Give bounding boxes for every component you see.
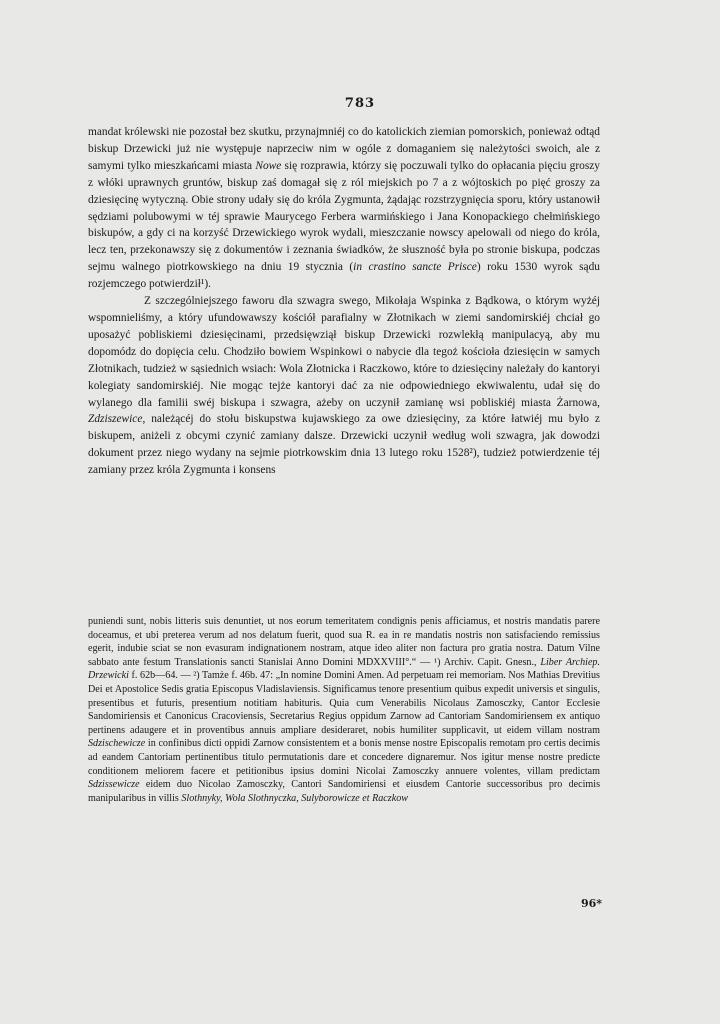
paragraph-2: Z szczególniejszego faworu dla szwagra swego, Mikołaja Wspinka z Bądkowa, o którym wyżéj wspomnieliśmy, a który ufundowawszy kościół parafialny w Złotnikach w ziemi sandomirskiéj chciał go uposażyć pobliskiemi dziesięcinami, przedsięwziął biskup Drzewicki rozwlekłą manipulacyą, aby mu dopomódz do dopięcia celu. Chodziło bowiem Wspinkowi o nabycie dla tegoż kościoła dziesięcin w samych Złotnikach, tudzież w sąsiednich wsiach: Wola Złotnicka i Raczkowo, które to dziesięciny należały do kantoryi kolegiaty sandomirskiéj. Nie mogąc tejże kantoryi dać za nie odpowiedniego ekwiwalentu, udał się do wylanego dla familii swéj biskupa i szwagra, ażeby on uczynił zamianę wsi pobliskiéj miasta Żarnowa, Zdziszewice, należącéj do stołu biskupstwa kujawskiego za owe dziesięciny, za które łatwiéj mu było z biskupem, aniżeli z obcymi czynić zamiany dalsze. Drzewicki uczynił według woli szwagra, jak dowodzi dokument przez niego wydany na sejmie piotrkowskim dnia 13 lutego roku 1528²), tudzież potwierdzenie téj zamiany przez króla Zygmunta i konsens [88, 295, 600, 477]
footnotes [88, 615, 600, 805]
main-text [88, 124, 600, 479]
page-number: 783 [344, 96, 376, 111]
printer-signature: 96* [580, 897, 602, 910]
footnote-text: puniendi sunt, nobis litteris suis denuntiet, ut nos eorum temeritatem condignis penis afficiamus, et nostris mandatis parere doceamus, et ubi preterea verum ad nos delatum fuerit, quod sua R. ea in re mandatis nostris non satisfaciendo remissius egerit, indubie sciat se non evasuram indignationem nostram, atque ideo aliter non factura pro gratia nostra. Datum Vilne sabbato ante festum Translationis sancti Stanislai Anno Domini MDXXVIII°.“ — ¹) Archiv. Capit. Gnesn., Liber Archiep. Drzewicki f. 62b—64. — ²) Tamże f. 46b. 47: „In nomine Domini Amen. Ad perpetuam rei memoriam. Nos Mathias Drevitius Dei et Apostolice Sedis gratia Episcopus Vladislaviensis. Significamus tenore presentium quibus expedit universis et singulis, presentibus et futuris, presentium notitiam habituris. Quia cum Venerabilis Nicolaus Zamosczky, Cantor Ecclesie Sandomiriensis et Canonicus Cracoviensis, Secretarius Regius oppidum Zarnow ad Cantoriam Sandomiriensem ex antiquo pertinens adaugere et in proventibus annuis ampliare desideraret, nobis humiliter supplicavit, ut eidem villam nostram Sdzischewicze in confinibus dicti oppidi Zarnow consistentem et a bonis mense nostre Episcopalis remotam pro certis decimis ad eandem Cantoriam pertinentibus titulo permutationis dare et concedere dignaremur. Nos igitur mense nostre predicte conditionem meliorem facere et petitionibus ipsius domini Nicolai Zamosczky annuere volentes, villam predictam Sdzissewicze eidem duo Nicolao Zamosczky, Cantori Sandomiriensi et eiusdem Cantorie successoribus pro decimis manipularibus in villis Slothnyky, Wola Slothnyczka, Sulyborowicze et Raczkow [88, 616, 600, 804]
paragraph-1: mandat królewski nie pozostał bez skutku, przynajmniéj co do katolickich ziemian pomorskich, ponieważ odtąd biskup Drzewicki już nie występuje naprzeciw nim w ogóle z domaganiem się należytości swoich, ale z samymi tylko mieszkańcami miasta Nowe się rozprawia, którzy się poczuwali tylko do opłacania pięciu groszy z włóki uprawnych gruntów, biskup zaś domagał się z ról miejskich po 7 a z wójtoskich po pięć groszy za dziesięcinę wytyczną. Obie strony udały się do króla Zygmunta, żądając rozstrzygnięcia sporu, który ustanowił sędziami polubowymi w téj sprawie Maurycego Ferbera warmińskiego i Jana Konopackiego chełmińskiego biskupów, a gdy ci na korzyść Drzewickiego wyrok wydali, mieszczanie nowscy apelowali od niego do króla, lecz ten, przekonawszy się z dokumentów i zeznania świadków, że słuszność była po stronie biskupa, podczas sejmu walnego piotrkowskiego na dniu 19 stycznia (in crastino sancte Prisce) roku 1530 wyrok sądu rozjemczego potwierdził¹). [88, 126, 601, 291]
